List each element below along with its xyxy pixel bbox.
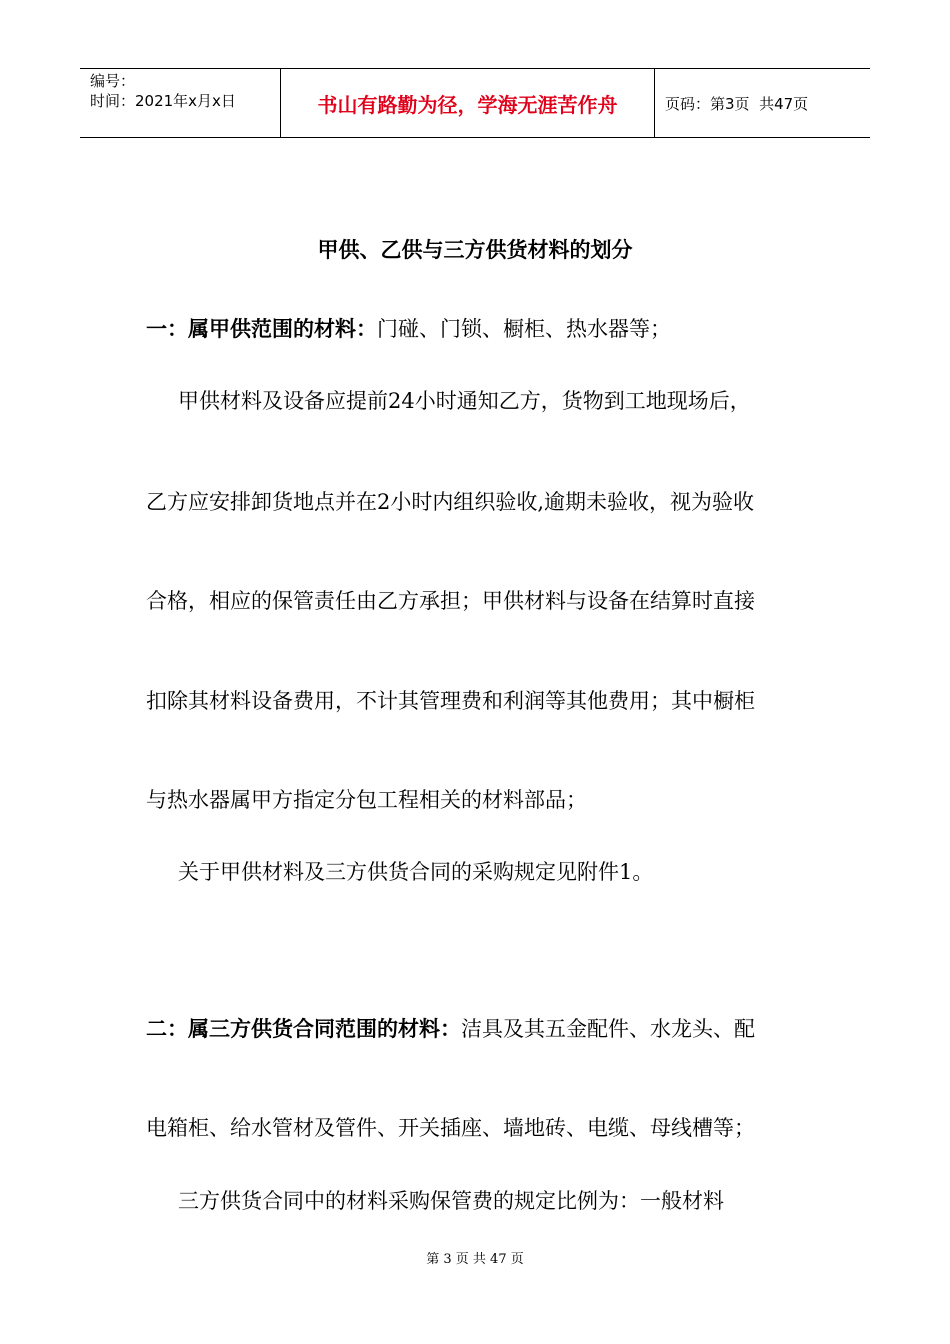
section1-line-1: 甲供材料及设备应提前24小时通知乙方，货物到工地现场后，	[178, 389, 751, 413]
section1-line-2: 乙方应安排卸货地点并在2小时内组织验收,逾期未验收，视为验收	[146, 490, 755, 514]
page-info-text: 页码：第3页 共47页	[665, 94, 809, 113]
number-label: 编号：	[90, 72, 136, 90]
section2-line-3: 三方供货合同中的材料采购保管费的规定比例为：一般材料	[178, 1189, 724, 1213]
section1-heading-line	[146, 313, 816, 343]
section1-heading: 一：属甲供范围的材料：	[146, 316, 377, 341]
section2-heading-text: 洁具及其五金配件、水龙头、配	[461, 1017, 755, 1041]
time-text: 时间：2021年x月x日	[90, 92, 236, 110]
header-meta	[80, 69, 281, 137]
page-footer: 第 3 页 共 47 页	[426, 1252, 524, 1267]
document-title: 甲供、乙供与三方供货材料的划分	[317, 237, 633, 262]
header-page-info	[655, 69, 870, 137]
section2-line-2: 电箱柜、给水管材及管件、开关插座、墙地砖、电缆、母线槽等；	[146, 1116, 755, 1140]
page-header	[80, 68, 870, 138]
section1-note: 关于甲供材料及三方供货合同的采购规定见附件1。	[178, 860, 654, 884]
header-motto: 书山有路勤为径，学海无涯苦作舟	[281, 69, 655, 137]
section2-heading: 二：属三方供货合同范围的材料：	[146, 1016, 461, 1041]
section1-heading-text: 门碰、门锁、橱柜、热水器等；	[377, 317, 671, 341]
section1-line-3: 合格，相应的保管责任由乙方承担；甲供材料与设备在结算时直接	[146, 589, 755, 613]
section1-line-4: 扣除其材料设备费用，不计其管理费和利润等其他费用；其中橱柜	[146, 689, 755, 713]
section1-line-5: 与热水器属甲方指定分包工程相关的材料部品；	[146, 788, 587, 812]
section2-heading-line	[146, 1013, 816, 1043]
